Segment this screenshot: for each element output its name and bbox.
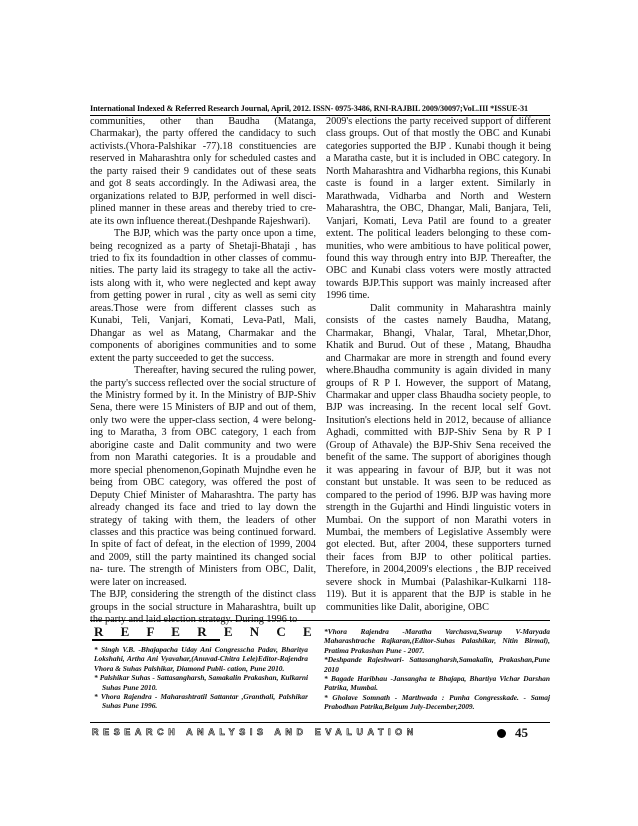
reference-list-right xyxy=(324,627,550,712)
reference-item: * Palshikar Suhas - Sattasangharsh, Samakalin Prakashan, Kulkarni Suhas Pune 2010. xyxy=(94,673,308,692)
paragraph: communities, other than Baudha (Matanga, Charmakar), the party offered the candidacy to such activists.(Vhora-Palshikar -77).18 constituencies are reserved in Maharashtra only for scheduled castes and the party raised their 9 candidates out of these seats and got 8 seats accordingly. In the Adiwasi area, the organizations related to BJP, performed in well disci- plined manner in these areas and thereby tried to cre- ate its own influence thereat.(Deshpande Rajeshwari). xyxy=(90,116,316,227)
bullet-dot-icon xyxy=(497,729,506,738)
reference-item: * Singh V.B. -Bhajapacha Uday Ani Congresscha Padav, Bharitya Lokshahi, Artha Ani Vyavahar,(Anuvad-Chitra Lele)Editor-Rajendra Vhora & Suhas Palshikar, Diamond Publi- cation, Pune 2010. xyxy=(94,645,308,673)
reference-heading-underline xyxy=(92,639,220,641)
page-number: 45 xyxy=(515,725,528,740)
journal-header: International Indexed & Referred Research Journal, April, 2012. ISSN- 0975-3486, RNI-RAJBIL 2009/30097;VoL.III *ISSUE-31 xyxy=(90,104,528,113)
paragraph: The BJP, considering the strength of the distinct class groups in the social structure in Maharashtra, built up the party and laid election strategy. During 1996 to xyxy=(90,589,316,626)
footer-journal-name: RESEARCH ANALYSIS AND EVALUATION xyxy=(92,727,418,737)
right-column xyxy=(326,116,551,614)
reference-item: * Gholave Somnath - Marthwada : Punha Congresskade. - Samaj Prabodhan Patrika,Belgum July-December,2009. xyxy=(324,692,550,712)
paragraph: Thereafter, having secured the ruling power, the party's success reflected over the social structure of the Ministry formed by it. In the Ministry of BJP-Shiv Sena, there were 15 Ministers of BJP and out of them, only two were the upper-class section, 4 were belong- ing to Maratha, 3 from OBC category, 1 each from aborigine caste and Dalit community and two were from non Marathi categories. It is a proudable and more special phenomenon,Gopinath Mujndhe even he being from OBC category, was offered the post of Deputy Chief Minister of Maharashtra. The party has already changed its face and tried to lay down the strategy of taking with them, the leaders of other classes and this practice was being continued forward. In spite of fact of defeat, in the election of 1999, 2004 and 2009, still the party maintined its changed social na- ture. The strength of Ministers from OBC, Dalit, were later on increased. xyxy=(90,365,316,588)
paragraph: The BJP, which was the party once upon a time, being recognized as a party of Shetaji-Bhataji , has tried to fix its foundadtion in other classes of commu- nities. The party laid its stragegy to take all the activ- ists along with it, who were neglected and kept away from getting power in rural , city as well as semi city areas.Those were from different classes such as Kunabi, Teli, Vanjari, Komati, Leva-Patl, Mali, Dhangar as wel as Matang, Charmakar and the components of aborigines communities and to some extent the party succeeded to get the success. xyxy=(90,228,316,364)
paragraph: Dalit community in Maharashtra mainly consists of the castes namely Baudha, Matang, Charmakar, Bhangi, Vhalar, Taral, Mhetar,Dhor, Khatik and Burud. Out of these , Matang, Bhaudha and Charmakar are more in strength and found every where.Bhaudha community is again divided in many groups of R P I. However, the support of Matang, Charmakar and upper class Bhaudha society people, to BJP was increasing. In the recent local self Govt. Insitution's elections held in 2012, because of alliance Aghadi, committed with BJP-Shiv Sena by R P I (Group of Athavale) the BJP-Shiv Sena received the benefit of the same. The support of aborigines though it was appearing in favour of BJP, but it was not constant but unstable. It was seen to be reduced as compared to the period of 1996. BJP was having more strength in the Gujarthi and Hindi linguistic voters in Mumbai. On the support of non Marathi voters in Mumbai, the members of Legislative Assembly were got elected. But, after 2004, these supporters turned their faces from BJP to other political parties. Therefore, in 2004,2009's elections , the BJP received severe shock in Mumbai (Palashikar-Kulkarni 118-119). But it is apparent that the BJP is stable in he communities like Dalit, aborigine, OBC xyxy=(326,302,551,613)
reference-item: *Vhora Rajendra -Maratha Varchasva,Swarup V-Maryada Maharashtrache Rajkaran,(Editor-Suhas Palashikar, Nitin Birmal), Pratima Prakashan Pune - 2007. xyxy=(324,627,550,655)
left-column xyxy=(90,116,316,627)
paragraph: 2009's elections the party received support of different class groups. Out of that mostly the OBC and Kunabi categories supported the BJP . Kunabi though it being a Maratha caste, but it is included in OBC category. In North Maharashtra and Vidharbha regions, this Kunabi caste is found in a larger extent. Similarly in Marathwada, Vidharba and North and Western Maharashtra, the OBC, Dhangar, Mali, Banjara, Teli, Vanjari, Komati, Leva Patil are found to a greater extent. The political leaders belonging to these com- munities, who were ambitious to have political power, found this way through entry into BJP. Thereafter, the OBC and Kunabi class voters were mostly attracted towards BJP.This support was mainly increased after 1996 time. xyxy=(326,116,551,302)
footer-rule xyxy=(90,722,550,723)
reference-list-left xyxy=(94,645,308,711)
reference-item: * Vhora Rajendra - Maharashtratil Sattantar ,Granthali, Palshikar Suhas Pune 1996. xyxy=(94,692,308,711)
reference-heading: R E F E R E N C E xyxy=(94,624,319,639)
reference-item: * Bagade Haribhau -Jansangha te Bhajapa, Bhartiya Vichar Darshan Patrika, Mumbai. xyxy=(324,674,550,693)
reference-item: *Deshpande Rajeshwari- Sattasangharsh,Samakalin, Prakashan,Pune 2010 xyxy=(324,655,550,674)
reference-rule xyxy=(90,620,550,621)
